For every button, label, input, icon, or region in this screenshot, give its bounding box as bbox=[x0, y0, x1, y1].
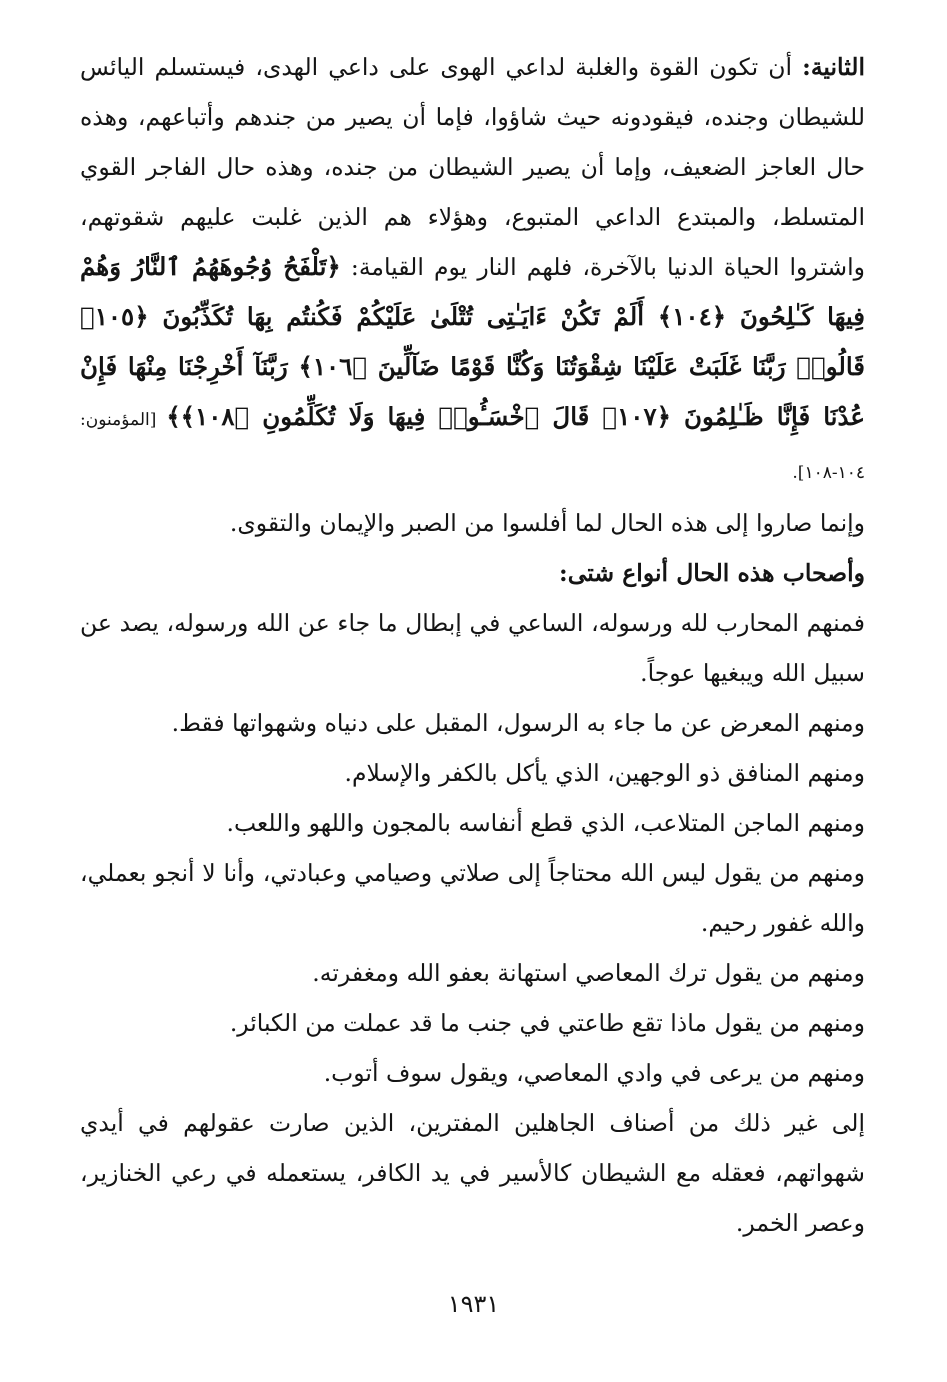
paragraph-second bbox=[80, 42, 865, 498]
page-body bbox=[80, 42, 865, 1248]
page-number: ١٩٣١ bbox=[447, 1290, 500, 1318]
type-item: ومنهم من يقول ماذا تقع طاعتي في جنب ما قد عملت من الكبائر. bbox=[229, 1009, 865, 1037]
type-item: ومنهم المعرض عن ما جاء به الرسول، المقبل على دنياه وشهواتها فقط. bbox=[171, 709, 865, 737]
type-item: ومنهم من يقول ترك المعاصي استهانة بعفو الله ومغفرته. bbox=[312, 959, 865, 987]
section-heading: وأصحاب هذه الحال أنواع شتى: bbox=[559, 559, 865, 587]
type-item: ومنهم من يقول ليس الله محتاجاً إلى صلاتي وصيامي وعبادتي، وأنا لا أنجو بعملي، والله غفور رحيم. bbox=[80, 859, 865, 937]
type-item: فمنهم المحارب لله ورسوله، الساعي في إبطال ما جاء عن الله ورسوله، يصد عن سبيل الله ويبغيها عوجاً. bbox=[80, 609, 865, 687]
closing-paragraph: إلى غير ذلك من أصناف الجاهلين المفترين، الذين صارت عقولهم في أيدي شهواتهم، فعقله مع الشيطان كالأسير في يد الكافر، يستعمله في رعي الخنازير، وعصر الخمر. bbox=[80, 1109, 865, 1237]
note-paragraph: وإنما صاروا إلى هذه الحال لما أفلسوا من الصبر والإيمان والتقوى. bbox=[229, 509, 865, 537]
paragraph-text: أن تكون القوة والغلبة لداعي الهوى على داعي الهدى، فيستسلم اليائس للشيطان وجنده، فيقودونه حيث شاؤوا، فإما أن يصير من جندهم وأتباعهم، وهذه حال العاجز الضعيف، وإما أن يصير الشيطان من جنده، وهذه حال الفاجر القوي المتسلط، والمبتدع الداعي المتبوع، وهؤلاء هم الذين غلبت عليهم شقوتهم، واشتروا الحياة الدنيا بالآخرة، فلهم النار يوم القيامة: bbox=[80, 53, 865, 281]
verse-reference: [المؤمنون: ١٠٤-١٠٨]. bbox=[80, 410, 865, 483]
type-item: ومنهم من يرعى في وادي المعاصي، ويقول سوف أتوب. bbox=[323, 1059, 865, 1087]
paragraph-lead: الثانية: bbox=[802, 53, 865, 81]
type-item: ومنهم المنافق ذو الوجهين، الذي يأكل بالكفر والإسلام. bbox=[344, 759, 865, 787]
type-item: ومنهم الماجن المتلاعب، الذي قطع أنفاسه بالمجون واللهو واللعب. bbox=[226, 809, 865, 837]
quran-verse: ﴿تَلْفَحُ وُجُوهَهُمُ ٱلنَّارُ وَهُمْ فِيهَا كَـٰلِحُونَ ﴿١٠٤﴾ أَلَمْ تَكُنْ ءَايَـٰتِى تُتْلَىٰ عَلَيْكُمْ فَكُنتُم بِهَا تُكَذِّبُونَ ﴿١٠٥﴾ قَالُوا۟ رَبَّنَا غَلَبَتْ عَلَيْنَا شِقْوَتُنَا وَكُنَّا قَوْمًا ضَآلِّينَ ﴿١٠٦﴾ رَبَّنَآ أَخْرِجْنَا مِنْهَا فَإِنْ عُدْنَا فَإِنَّا ظَـٰلِمُونَ ﴿١٠٧﴾ قَالَ ٱخْسَـُٔوا۟ فِيهَا وَلَا تُكَلِّمُونِ ﴿١٠٨﴾﴾ bbox=[80, 252, 865, 431]
